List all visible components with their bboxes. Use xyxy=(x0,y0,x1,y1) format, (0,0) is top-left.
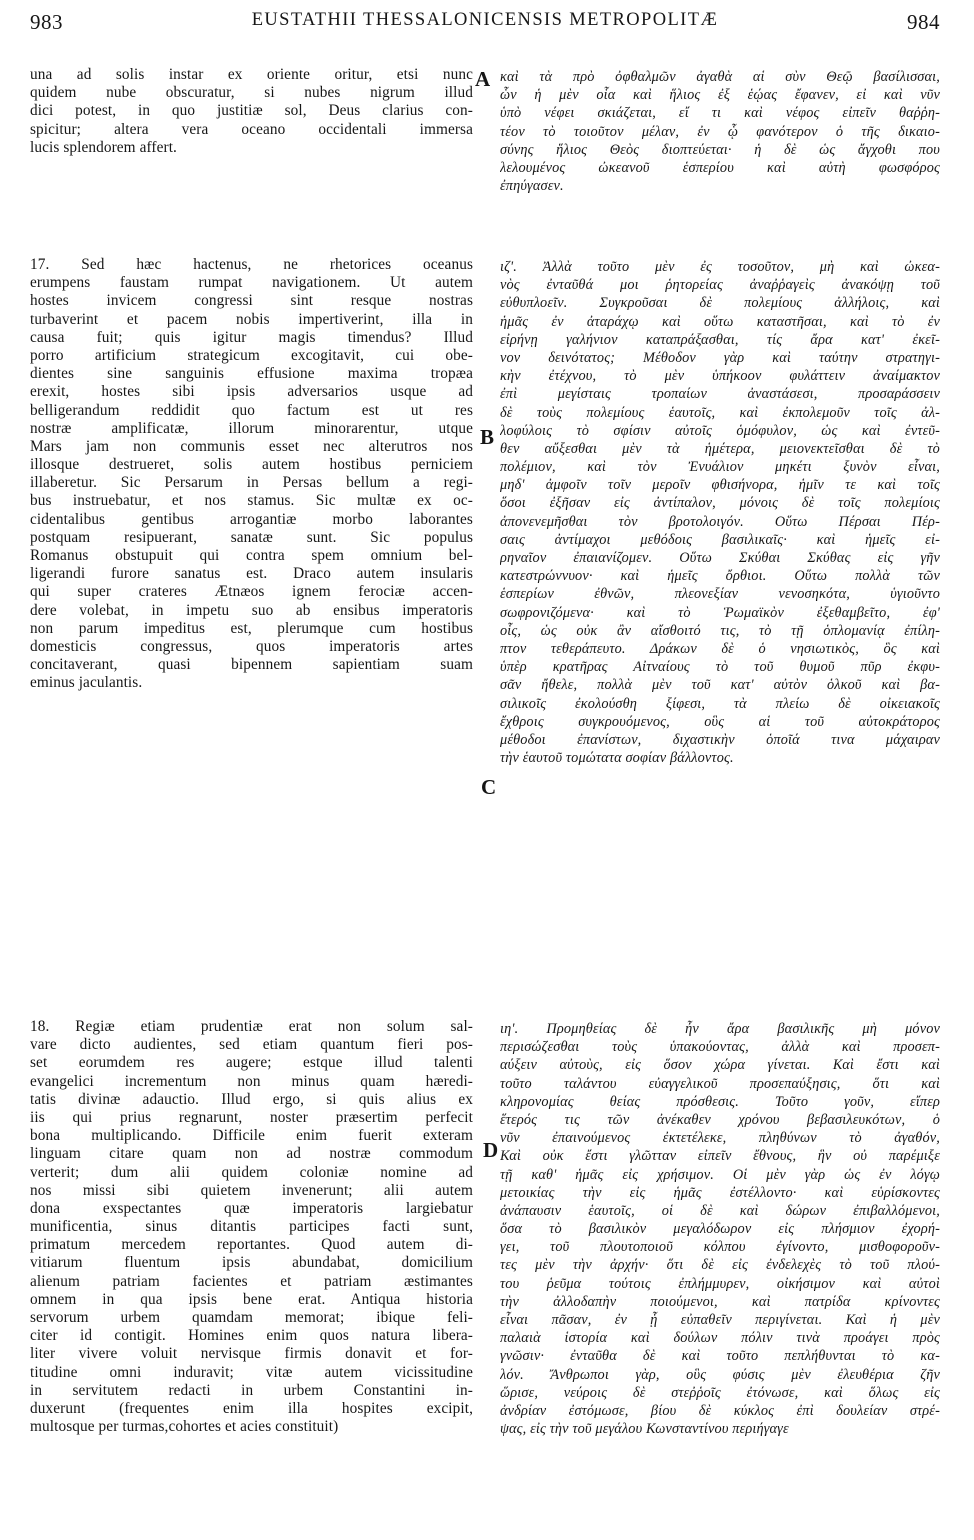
greek-text-line: ὑπὸ νέφει σκιάζεται, εἴ τι καὶ νέφος εἰπεῖν θαῤῥη- xyxy=(500,105,940,122)
latin-text-line: domesticis congressus, quos imperatoris artes xyxy=(30,637,473,655)
latin-text-line: illaberetur. Sic Persarum in Persas bellum a regi- xyxy=(30,474,473,492)
latin-text-line: iis qui prius regnarunt, noster præsertim perfecit xyxy=(30,1108,473,1126)
greek-text-line: θεν αὔξεσθαι μὲν τὰ ἡμέτερα, μειονεκτεῖσθαι δὲ τὸ xyxy=(500,440,940,457)
latin-text-line: dona exspectantes quæ imperatoris largiebatur xyxy=(30,1199,473,1217)
page-number-right: 984 xyxy=(907,10,940,34)
greek-text-line: οἷς, ὡς οὐκ ἂν αἴσθοιτό τις, τὸ τῇ ὁπλομανίᾳ ἐπίλη- xyxy=(500,622,940,639)
greek-text-line: ἐπὶ μεγίσταις τροπαίων ἀναστάσεσι, προσαράσσειν xyxy=(500,386,940,403)
latin-text-line: cidentalibus gentibus arrogantiæ morbo laborantes xyxy=(30,510,473,528)
greek-text-line: ἔχθροις συγκρουόμενος, οὓς αἱ τοῦ αὐτοκράτορος xyxy=(500,713,940,730)
latin-text-line: porro artificium strategicum excogitavit, cui obe- xyxy=(30,346,473,364)
latin-text-line: vare dicto audientes, sed etiam quantum fieri pos- xyxy=(30,1036,473,1054)
latin-text-line: dere volebat, in impetu suo ab ensibus imperatoris xyxy=(30,601,473,619)
latin-text-line: in servitutem redacti in urbem Constantini in- xyxy=(30,1381,473,1399)
greek-text-line: ὅσοι ἐξῆσαν εἰς ἀντίπαλον, μόνοις δὲ τοῖς πολεμίοις xyxy=(500,495,940,512)
latin-paragraph-17 xyxy=(30,256,473,693)
greek-text-line: πτον τεθεράπευτο. Δράκων δὲ ὁ νησιωτικὸς, ὃς καὶ xyxy=(500,640,940,657)
greek-text-line: ιη'. Προμηθείας δὲ ἦν ἄρα βασιλικῆς μὴ μόνον xyxy=(500,1021,940,1037)
greek-text-line: τοῦτο ταλάντου εὐαγγελικοῦ προσεπαύξησις, ὅτι καὶ xyxy=(500,1075,940,1092)
greek-text-line: καὶ τὰ πρὸ ὀφθαλμῶν ἀγαθὰ αἱ σὺν Θεῷ βασίλισσαι, xyxy=(500,69,940,85)
greek-text-line: ιζ'. Ἀλλὰ τοῦτο μὲν ἐς τοσοῦτον, μὴ καὶ ὠκεα- xyxy=(500,259,940,275)
greek-text-line: μέθοδοι ἐπανίστων, διχαστικὴν ὁποῖά τινα μάχαιραν xyxy=(500,731,940,748)
greek-text-line: πολέμιον, καὶ τὸν Ἐνυάλιον μηκέτι ξυνὸν εἶναι, xyxy=(500,459,940,476)
latin-text-line: lucis splendorem affert. xyxy=(30,138,177,156)
latin-text-line: spicitur; altera vera oceano occidentali immersa xyxy=(30,120,473,138)
greek-text-line: του ῥεῦμα τούτοις ἐπλήμμυρεν, οἰκήσιμον καὶ αὐτοὶ xyxy=(500,1275,940,1292)
latin-text-line: causa fuit; quis igitur magis timendus? Illud xyxy=(30,328,473,346)
latin-text-line: citer id contigit. Homines enim quos natura libera- xyxy=(30,1327,473,1345)
greek-text-line: λοφύλοις τὸ σφίσιν αὐτοῖς ὁμόφυλον, ὡς καὶ ἐντεῦ- xyxy=(500,422,940,439)
latin-text-line: servorum urbem quamdam memorat; ibique feli- xyxy=(30,1309,473,1326)
latin-text-line: bus instruebatur, et nos stamus. Sic multæ ex oc- xyxy=(30,492,473,510)
greek-text-line: ἑσπερίων ἐθνῶν, πλεονεξίαν νενοσηκότα, ὑγιοῦντο xyxy=(500,586,940,603)
greek-text-line: ἡμᾶς ἐν ἀταράχῳ καὶ οὕτω καταστῆσαι, καὶ τὸ ἐν xyxy=(500,313,940,330)
greek-text-line: εἶναι πᾶσαν, ἐν ᾗ εὐπαθεῖν περιγίνεται. Καὶ ἡ μὲν xyxy=(500,1312,940,1328)
latin-block-intro xyxy=(30,66,473,157)
latin-text-line: nos missi sibi quietem invenerunt; alii autem xyxy=(30,1181,473,1199)
latin-text-line: 18. Regiæ etiam prudentiæ erat non solum sal- xyxy=(30,1018,473,1035)
greek-block-intro xyxy=(500,68,940,195)
latin-text-line: titudine omni induravit; vitæ autem vicissitudine xyxy=(30,1363,473,1381)
latin-text-line: dientes sine sanguinis effusione maxima tropæa xyxy=(30,365,473,383)
greek-text-line: σύνης ἥλιος Θεὸς διοπτεύεται· ἡ δὲ ὡς ἄγχοθι που xyxy=(500,141,940,158)
latin-text-line: non parum impeditus est, plerumque cum hostibus xyxy=(30,619,473,637)
latin-text-line: set eorumdem res augere; estque illud talenti xyxy=(30,1054,473,1072)
latin-text-line: evangelici incrementum non minus quam hæredi- xyxy=(30,1072,473,1090)
greek-text-line: εἰρήνῃ γαλήνιον καταπράξασθαι, τίς ἄρα κατ' ἐκεῖ- xyxy=(500,331,940,348)
latin-text-line: illosque destrueret, solis autem hostibus perniciem xyxy=(30,456,473,474)
greek-text-line: σαις ἀντίμαχοι μεθόδοις βασιλικαῖς· καὶ ἡμεῖς εἰ- xyxy=(500,531,940,548)
latin-text-line: quidem nube obscuratur, si nubes nigrum illud xyxy=(30,84,473,102)
greek-text-line: κατεστρώννυον· καὶ ἡμεῖς ὄρθιοι. Οὕτω πολλὰ τῶν xyxy=(500,568,940,585)
latin-text-line: nostræ amplificatæ, illorum minorarentur, utque xyxy=(30,419,473,437)
greek-text-line: τὴν ἑαυτοῦ τομώτατα σοφίαν βάλλοντος. xyxy=(500,750,734,767)
latin-text-line: bona multiplicando. Difficile enim fuerit exteram xyxy=(30,1127,473,1145)
latin-text-line: tatis divinæ adauctio. Illud ergo, si quis alius ex xyxy=(30,1090,473,1108)
margin-letter-d: D xyxy=(483,1138,499,1162)
greek-text-line: Καὶ οὐκ ἔστι γλῶτταν εἰπεῖν ἔθνους, ἣν οὐ παρέμιξε xyxy=(500,1148,940,1165)
greek-text-line: γει, τοῦ πλουτοποιοῦ κόλπου ἐγίνοντο, μισθοφοροῦν- xyxy=(500,1239,940,1256)
greek-text-line: λόν. Ἄνθρωποι γὰρ, οὓς φύσις μὲν ἐλευθέρια ζῆν xyxy=(500,1366,940,1383)
latin-text-line: turbaverint et pacem nobis impertiverint, illa in xyxy=(30,310,473,328)
latin-text-line: belligerandum reddidit quo factum est ut res xyxy=(30,401,473,419)
latin-text-line: hostes invicem congressi sint resque nostras xyxy=(30,292,473,310)
greek-text-line: τὴν ἀλλοδαπὴν ποιούμενοι, καὶ πατρίδα κρίνοντες xyxy=(500,1293,940,1310)
running-header xyxy=(30,6,940,36)
greek-text-line: ἀνδρίαν ἐστόμωσε, βίου δὲ κύκλος ἐπὶ δουλείαν στρέ- xyxy=(500,1402,940,1419)
greek-text-line: νον δεινότατος; Μέθοδον γὰρ καὶ ταύτην στρατηγι- xyxy=(500,349,940,366)
greek-text-line: ὅσα τὸ βασιλικὸν μεγαλόδωρον εἰς πλήσμιον ἐχορή- xyxy=(500,1221,940,1238)
latin-text-line: erumpens faustam rumpat navigationem. Ut autem xyxy=(30,274,473,292)
margin-letter-a: A xyxy=(475,67,491,91)
greek-text-line: αύξειν αὐτοὺς, εἰς ὅσον χώρα γίνεται. Καὶ ἔστι καὶ xyxy=(500,1057,940,1074)
greek-text-line: νὸς ἐνταῦθά μοι ῥητορείας ἀναῤῥαγεὶς ἀνακόψῃ τοῦ xyxy=(500,277,940,294)
latin-text-line: concitaverant, quasi bipennem sapientiam suam xyxy=(30,656,473,674)
latin-text-line: ligerandi furore sanatus est. Draco autem insularis xyxy=(30,565,473,583)
latin-text-line: 17. Sed hæc hactenus, ne rhetorices oceanus xyxy=(30,256,473,273)
latin-text-line: multosque per turmas,cohortes et acies constituit) xyxy=(30,1418,339,1436)
latin-text-line: erexit, hostes sibi ipsis adversarios usque ad xyxy=(30,383,473,401)
greek-paragraph-17 xyxy=(500,258,940,767)
greek-text-line: τέον τὸ τοιοῦτον μέλαν, ἐν ᾧ φανότερον ὁ τῆς δικαιο- xyxy=(500,123,940,140)
greek-text-line: γνῶσιν· ἐνταῦθα δὲ καὶ τοῦτο πεπλήθυνται τὸ κα- xyxy=(500,1348,940,1365)
latin-text-line: Mars jam non communis esset nec alterutros nos xyxy=(30,437,473,455)
greek-text-line: λελουμένος ὠκεανοῦ ἑσπερίου καὶ αὐτὴ φωσφόρος xyxy=(500,159,940,176)
greek-text-line: ἀπονενεμῆσθαι τὸν βροτολοιγόν. Οὕτω Πέρσαι Πέρ- xyxy=(500,513,940,530)
latin-text-line: dici potest, in quo justitiæ sol, Deus clarius con- xyxy=(30,102,473,120)
greek-text-line: δὲ τοὺς πολεμίους ἑαυτοῖς, καὶ ἐκπολεμοῦν τοῖς ἀλ- xyxy=(500,404,940,421)
latin-text-line: primatum mercedem reportantes. Quod autem di- xyxy=(30,1236,473,1254)
greek-paragraph-18 xyxy=(500,1020,940,1438)
greek-text-line: εὐθυπλοεῖν. Συγκροῦσαι δὲ πολεμίους ἀλλήλοις, καὶ xyxy=(500,295,940,312)
greek-text-line: μετοικίας τὴν εἰς ἡμᾶς ἐστέλλοντο· καὶ εὑρίσκοντες xyxy=(500,1184,940,1201)
latin-text-line: una ad solis instar ex oriente oritur, etsi nunc xyxy=(30,66,473,83)
latin-text-line: verterit; dum alii quidem coloniæ nomine ad xyxy=(30,1163,473,1181)
greek-text-line: ψας, εἰς τὴν τοῦ μεγάλου Κωνσταντίνου περιήγαγε xyxy=(500,1421,789,1438)
greek-text-line: τες μὲν τὴν ἀρχήν· ὅτι δὲ εἰς ἐνδελεχὲς τὸ τοῦ πλού- xyxy=(500,1257,940,1274)
latin-text-line: linguam citare quam non ad nostræ commodum xyxy=(30,1145,473,1163)
latin-text-line: vitiarum fluentum ipsis abundabat, domicilium xyxy=(30,1254,473,1272)
greek-text-line: τῇ καθ' ἡμᾶς εἰς χρήσιμον. Οἱ μὲν γὰρ ὡς ἐν λόγῳ xyxy=(500,1166,940,1183)
latin-text-line: qui super crateres Ætnæos ignem ferociæ accen- xyxy=(30,583,473,601)
greek-text-line: μηδ' ἀμφοῖν τοῖν μεροῖν φθισήνορα, ἡμῖν τε καὶ τοῖς xyxy=(500,477,940,494)
greek-text-line: ἕτερός τις τῶν ἀνέκαθεν χρόνου βεβασιλευκότων, ὁ xyxy=(500,1111,940,1128)
greek-text-line: κὴν ἐτέχνου, τὸ μὲν ὑπήκοον φυλάττειν ἀναίμακτον xyxy=(500,368,940,385)
latin-text-line: alienum patriam facientes et patriam æstimantes xyxy=(30,1272,473,1290)
latin-text-line: munificentia, sinus ditantis participes facti sunt, xyxy=(30,1218,473,1236)
greek-text-line: σᾶν ἤθελε, πολλὰ μὲν τοῦ κατ' αὐτὸν ὁλκοῦ καὶ βα- xyxy=(500,677,940,694)
latin-text-line: eminus jaculantis. xyxy=(30,674,143,692)
greek-text-line: κληρονομίας θείας πρόσθεσις. Τοῦτο γοῦν, εἴπερ xyxy=(500,1093,940,1110)
margin-letter-b: B xyxy=(480,425,495,449)
running-title: EUSTATHII THESSALONICENSIS METROPOLITÆ xyxy=(251,10,719,30)
greek-text-line: ρηναῖον ἐπαιανίζομεν. Οὕτω Σκύθαι Σκύθας εἰς γῆν xyxy=(500,550,940,566)
greek-text-line: ἀνάπαυσιν ἑαυτοῖς, οἱ δὲ καὶ δώρων ἐπιβαλλόμενοι, xyxy=(500,1202,940,1219)
greek-text-line: ὑπὲρ κρατῆρας Αἰτναίους τὸ τοῦ θυμοῦ πῦρ ἐκφυ- xyxy=(500,659,940,676)
latin-text-line: liter vivere voluit nervisque firmis donavit et for- xyxy=(30,1345,473,1363)
latin-text-line: Romanus obstupuit qui contra spem omnium bel- xyxy=(30,547,473,564)
greek-text-line: σωφρονιζόμενα· καὶ τὸ Ῥωμαϊκὸν ἐξεθαμβεῖτο, ἐφ' xyxy=(500,604,940,621)
greek-text-line: ὥρισε, νεύροις δὲ στεῤῥοῖς ἐτόνωσε, καὶ ὅλως εἰς xyxy=(500,1384,940,1401)
greek-text-line: ἐπηύγασεν. xyxy=(500,178,564,195)
latin-text-line: duxerunt (frequentes enim illa hospites excipit, xyxy=(30,1399,473,1417)
greek-text-line: παλαιὰ ἱστορία καὶ δούλων πόλιν τινὰ προάγει πρὸς xyxy=(500,1330,940,1347)
greek-text-line: ὧν ἡ μὲν οἷα καὶ ἥλιος ἐξ ἑῴας ἔφανεν, εἰ καὶ νῦν xyxy=(500,87,940,104)
margin-letter-c: C xyxy=(481,775,497,799)
greek-text-line: σιλικοῖς ἐκολούσθη ξίφεσι, τὰ πλείω δὲ οἰκειακοῖς xyxy=(500,695,940,712)
page-number-left: 983 xyxy=(30,10,63,34)
latin-text-line: omnem in qua ipsis bene erat. Antiqua historia xyxy=(30,1290,473,1308)
latin-paragraph-18 xyxy=(30,1018,473,1436)
greek-text-line: περισώζεσθαι τοὺς ὑπακούοντας, ἀλλὰ καὶ προσεπ- xyxy=(500,1039,940,1056)
greek-text-line: νῦν ἐπαινούμενος ἐκτετέλεκε, πληθύνων τὸ ἀγαθόν, xyxy=(500,1130,940,1147)
latin-text-line: postquam resipuerant, sanatæ sunt. Sic populus xyxy=(30,528,473,546)
